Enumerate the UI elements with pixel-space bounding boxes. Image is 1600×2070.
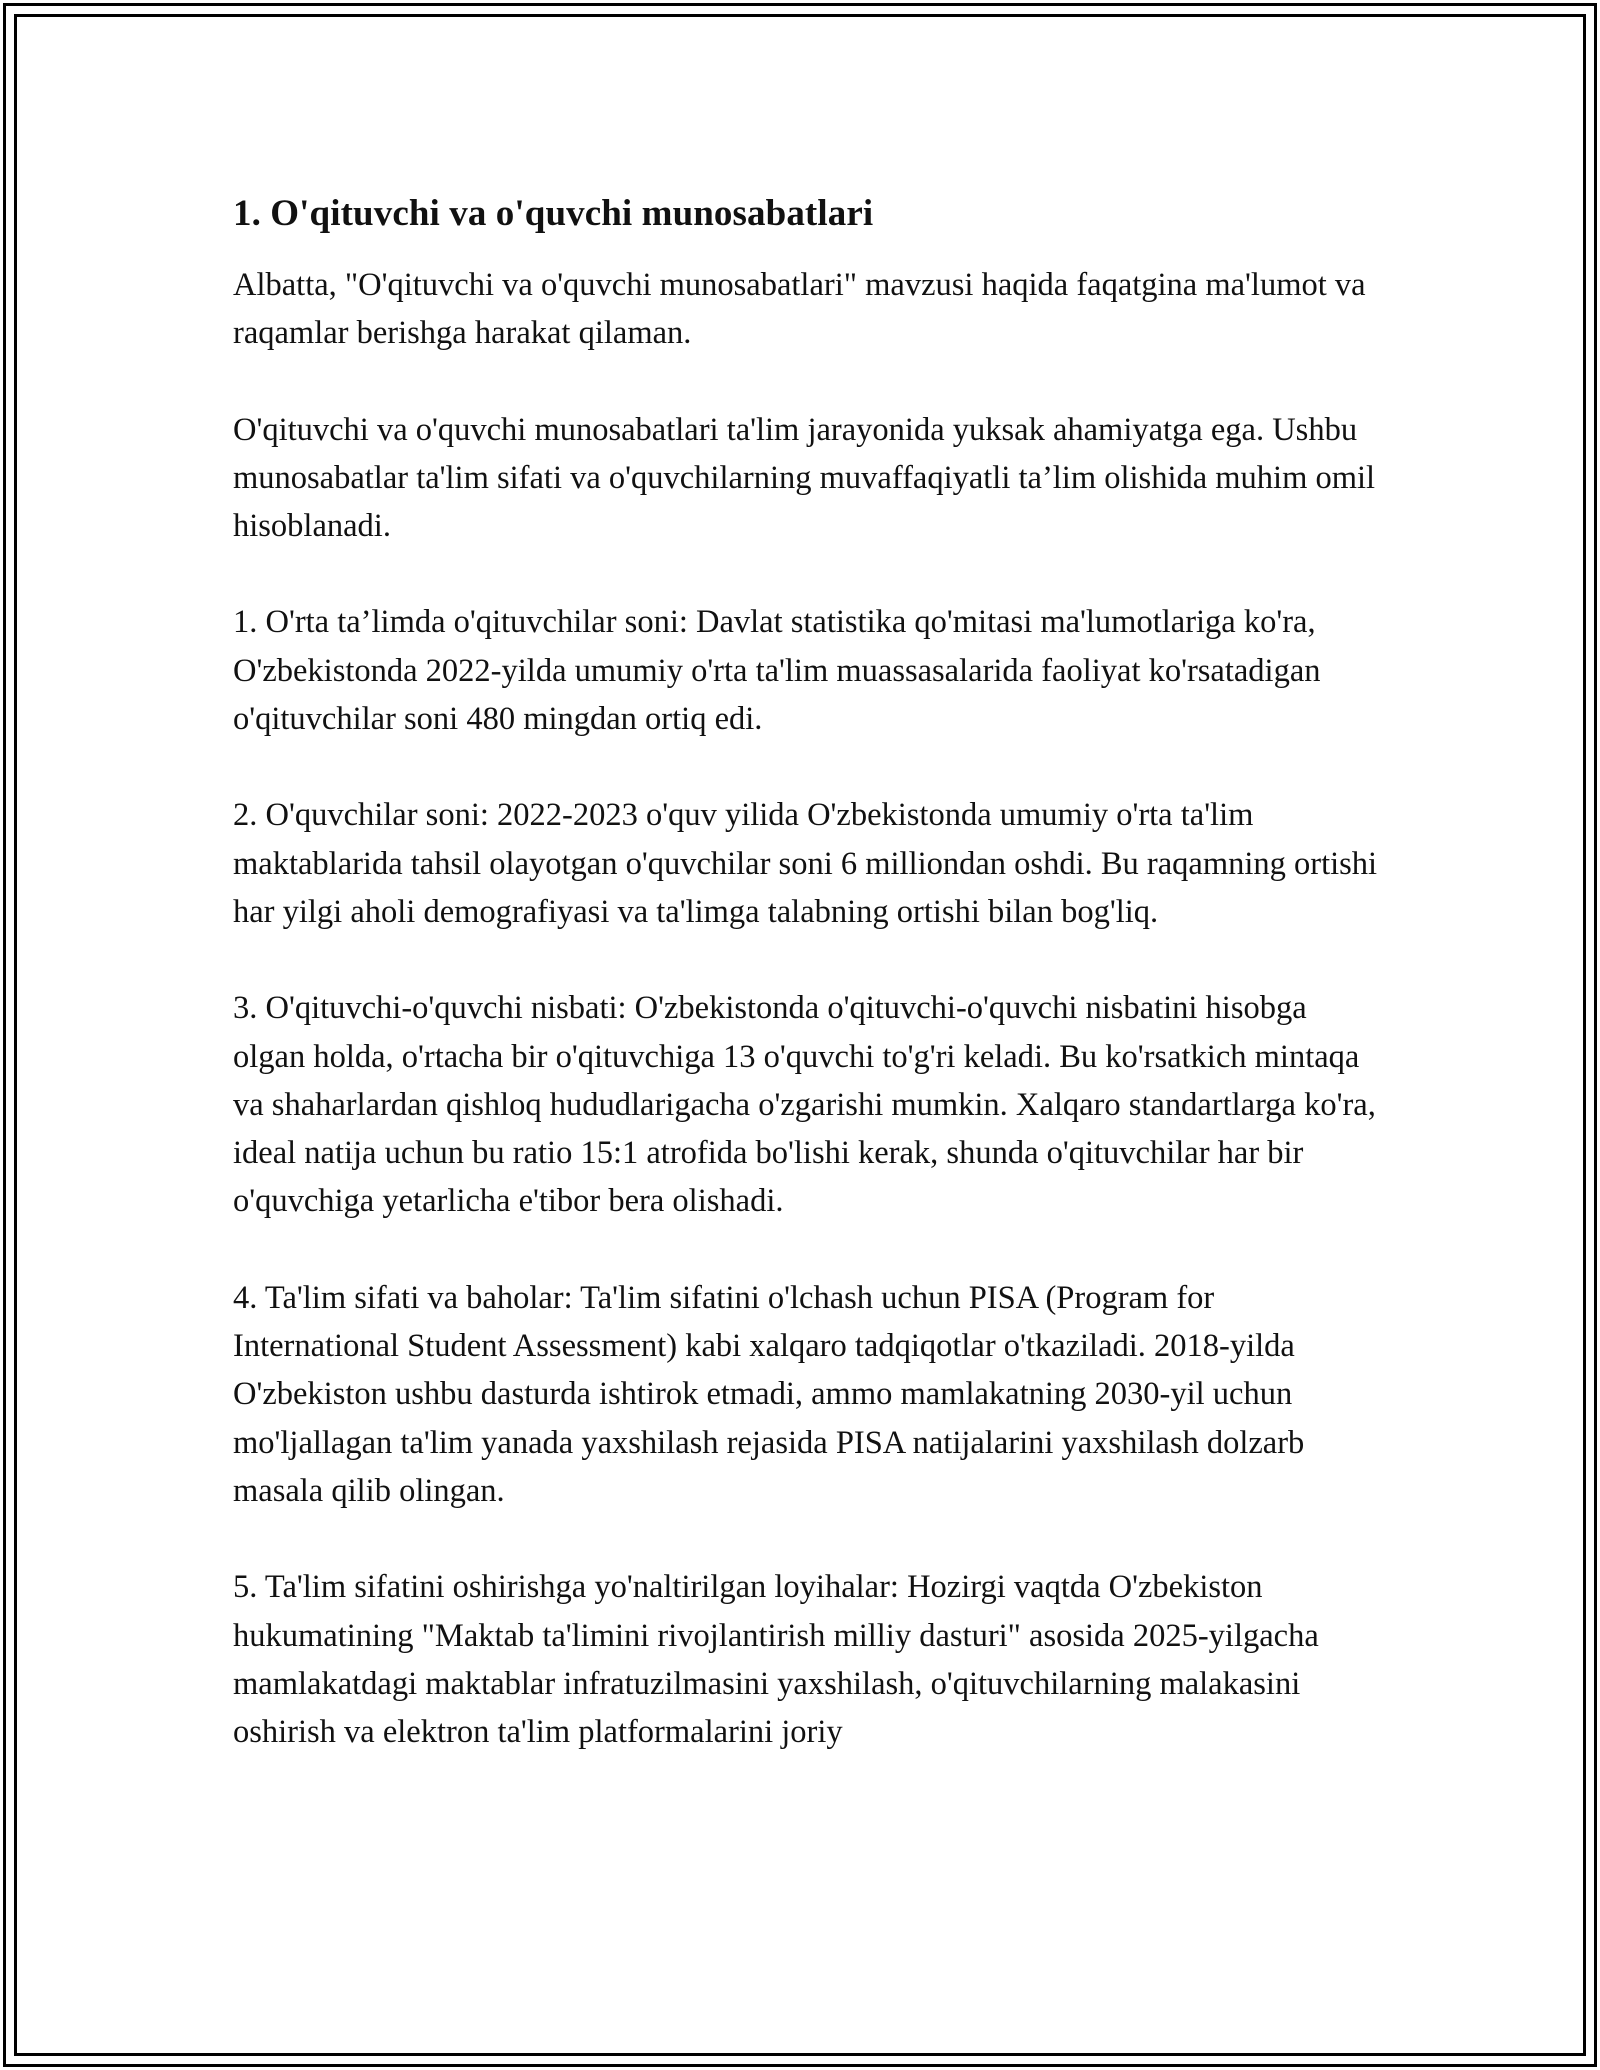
context-paragraph: O'qituvchi va o'quvchi munosabatlari ta'lim jarayonida yuksak ahamiyatga ega. Ushbu munosabatlar ta'lim sifati va o'quvchilarning muvaffaqiyatli ta’lim olishida muhim omil hisoblanadi. xyxy=(233,411,1376,545)
teacher-count-paragraph: 1. O'rta ta’limda o'qituvchilar soni: Davlat statistika qo'mitasi ma'lumotlariga ko'ra, O'zbekistonda 2022-yilda umumiy o'rta ta'lim muassasalarida faoliyat ko'rsatadigan o'qituvchilar soni 480 mingdan ortiq edi. xyxy=(233,604,1321,738)
ratio-paragraph: 3. O'qituvchi-o'quvchi nisbati: O'zbekistonda o'qituvchi-o'quvchi nisbatini hisobga olgan holda, o'rtacha bir o'qituvchiga 13 o'quvchi to'g'ri keladi. Bu ko'rsatkich mintaqa va shaharlardan qishloq hududlarigacha o'zgarishi mumkin. Xalqaro standartlarga ko'ra, ideal natija uchun bu ratio 15:1 atrofida bo'lishi kerak, shunda o'qituvchilar har bir o'quvchiga yetarlicha e'tibor bera olishadi. xyxy=(233,990,1376,1220)
document-body xyxy=(233,190,1383,1756)
document-title: 1. O'qituvchi va o'quvchi munosabatlari xyxy=(233,193,874,234)
intro-paragraph: Albatta, "O'qituvchi va o'quvchi munosabatlari" mavzusi haqida faqatgina ma'lumot va raqamlar berishga harakat qilaman. xyxy=(233,267,1366,352)
projects-paragraph: 5. Ta'lim sifatini oshirishga yo'naltirilgan loyihalar: Hozirgi vaqtda O'zbekiston hukumatining "Maktab ta'limini rivojlantirish milliy dasturi" asosida 2025-yilgacha mamlakatdagi maktablar infratuzilmasini yaxshilash, o'qituvchilarning malakasini oshirish va elektron ta'lim platformalarini joriy xyxy=(233,1569,1319,1751)
quality-paragraph: 4. Ta'lim sifati va baholar: Ta'lim sifatini o'lchash uchun PISA (Program for International Student Assessment) kabi xalqaro tadqiqotlar o'tkaziladi. 2018-yilda O'zbekiston ushbu dasturda ishtirok etmadi, ammo mamlakatning 2030-yil uchun mo'ljallagan ta'lim yanada yaxshilash rejasida PISA natijalarini yaxshilash dolzarb masala qilib olingan. xyxy=(233,1279,1305,1509)
student-count-paragraph: 2. O'quvchilar soni: 2022-2023 o'quv yilida O'zbekistonda umumiy o'rta ta'lim maktablarida tahsil olayotgan o'quvchilar soni 6 milliondan oshdi. Bu raqamning ortishi har yilgi aholi demografiyasi va ta'limga talabning ortishi bilan bog'liq. xyxy=(233,797,1378,930)
